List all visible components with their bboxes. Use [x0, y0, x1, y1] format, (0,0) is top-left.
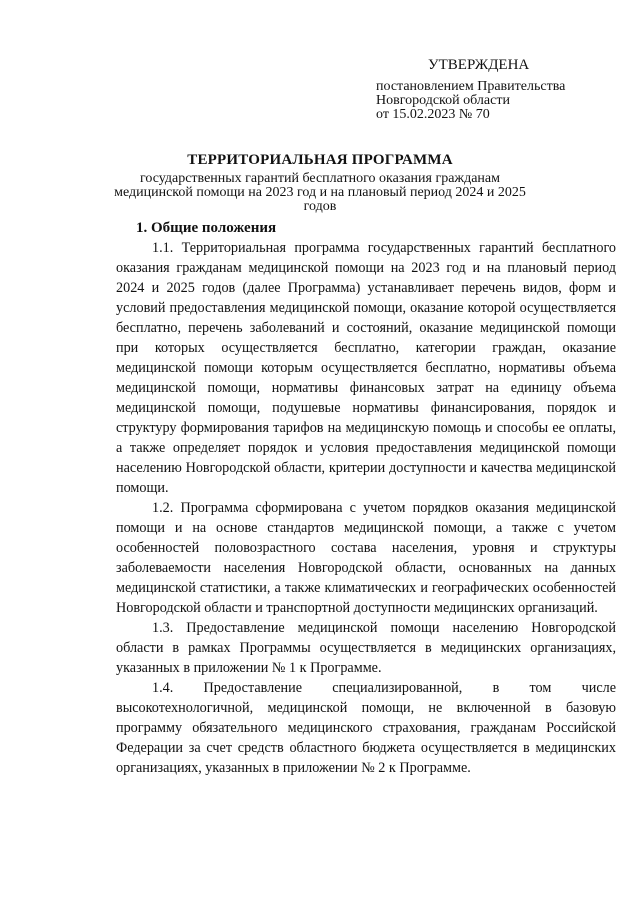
document-subtitle: государственных гарантий бесплатного оказания гражданам медицинской помощи на 2023 год и на плановый период 2024 и 2025 годов [114, 171, 526, 214]
paragraph-1-4: 1.4. Предоставление специализированной, в том числе высокотехнологичной, медицинской помощи, не включенной в базовую программу обязательного медицинского страхования, гражданам Российской Федерации за счет средств областного бюджета осуществляется в медицинских организациях, указанных в приложении № 2 к Программе. [116, 680, 616, 776]
approval-line-2: Новгородской области [376, 93, 510, 108]
approval-line-1: постановлением Правительства [376, 79, 566, 94]
paragraph-1-2: 1.2. Программа сформирована с учетом порядков оказания медицинской помощи и на основе стандартов медицинской помощи, а также с учетом особенностей половозрастного состава населения, уровня и структуры заболеваемости населения Новгородской области, основанных на данных медицинской статистики, а также климатических и географических особенностей Новгородской области и транспортной доступности медицинских организаций. [116, 500, 616, 616]
approval-line-3: от 15.02.2023 № 70 [376, 107, 490, 122]
approval-heading: УТВЕРЖДЕНА [428, 57, 530, 73]
approval-stamp-block [376, 58, 616, 122]
section-body [116, 238, 616, 778]
paragraph-1-1: 1.1. Территориальная программа государственных гарантий бесплатного оказания гражданам медицинской помощи на 2023 год и на плановый период 2024 и 2025 годов (далее Программа) устанавливает перечень видов, форм и условий предоставления медицинской помощи, оказание которой осуществляется бесплатно, перечень заболеваний и состояний, оказание медицинской помощи при которых осуществляется бесплатно, категории граждан, оказание медицинской помощи которым осуществляется бесплатно, нормативы объема медицинской помощи, нормативы финансовых затрат на единицу объема медицинской помощи, подушевые нормативы финансирования, порядок и структуру формирования тарифов на медицинскую помощь и способы ее оплаты, а также определяет порядок и условия предоставления медицинской помощи населению Новгородской области, критерии доступности и качества медицинской помощи. [116, 240, 616, 496]
section-heading: 1. Общие положения [136, 220, 277, 236]
paragraph-1-3: 1.3. Предоставление медицинской помощи населению Новгородской области в рамках Программы осуществляется в медицинских организациях, указанных в приложении № 1 к Программе. [116, 620, 616, 676]
document-title: ТЕРРИТОРИАЛЬНАЯ ПРОГРАММА [187, 152, 453, 168]
